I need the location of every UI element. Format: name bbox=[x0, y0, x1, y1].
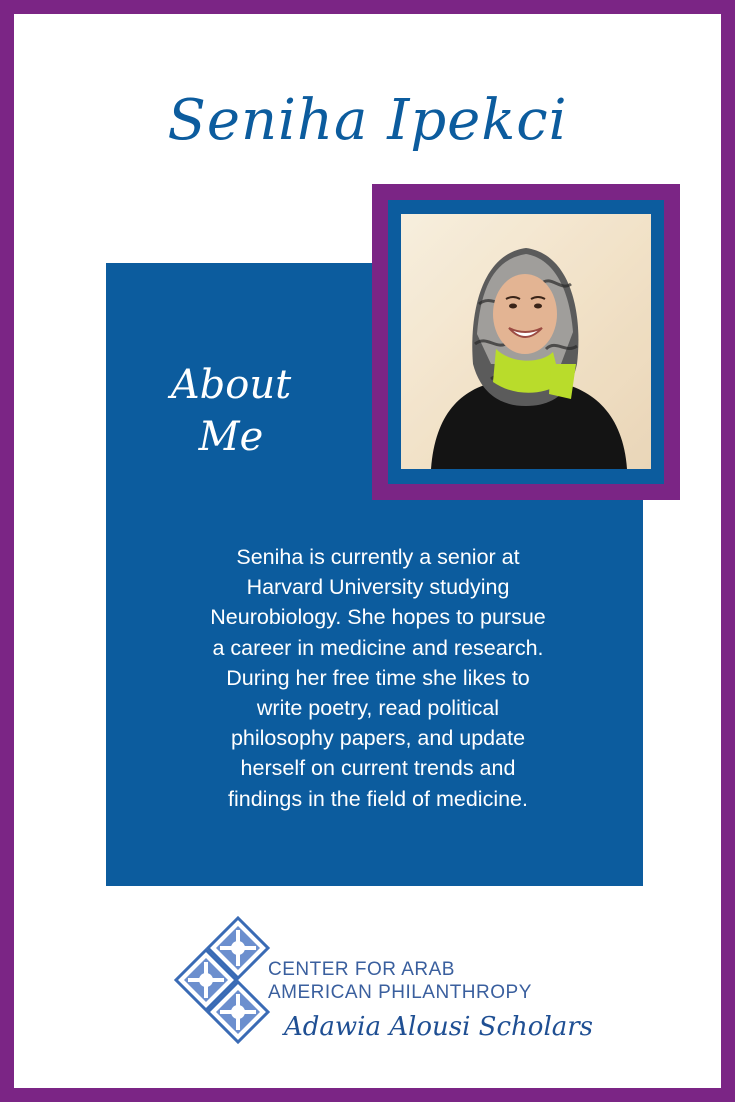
bio-line: findings in the field of medicine. bbox=[228, 786, 528, 811]
photo-border bbox=[388, 200, 664, 484]
about-heading-line2: Me bbox=[198, 414, 264, 460]
bio-line: philosophy papers, and update bbox=[230, 726, 526, 751]
bio-line: Neurobiology. She hopes to pursue bbox=[210, 605, 546, 630]
logo-text-line2: AMERICAN PHILANTHROPY bbox=[268, 982, 532, 1003]
bio-line: During her free time she likes to bbox=[226, 665, 530, 690]
bio-line: Harvard University studying bbox=[246, 575, 510, 600]
bio-line: write poetry, read political bbox=[256, 696, 500, 721]
diamond-tile-logo-icon bbox=[174, 916, 274, 1051]
page-title: Seniha Ipekci bbox=[167, 88, 568, 153]
photo-frame bbox=[372, 184, 680, 500]
organization-logo bbox=[174, 916, 604, 1056]
bio-text bbox=[146, 542, 610, 814]
bio-line: a career in medicine and research. bbox=[212, 635, 544, 660]
portrait-photo bbox=[401, 214, 651, 469]
logo-text-line1: CENTER FOR ARAB bbox=[268, 959, 455, 980]
about-heading-line1: About bbox=[170, 362, 292, 408]
bio-line: Seniha is currently a senior at bbox=[236, 545, 520, 569]
portrait-illustration bbox=[401, 214, 651, 469]
bio-line: herself on current trends and bbox=[240, 756, 516, 781]
about-heading bbox=[136, 359, 326, 463]
logo-subtitle: Adawia Alousi Scholars bbox=[284, 1012, 594, 1042]
